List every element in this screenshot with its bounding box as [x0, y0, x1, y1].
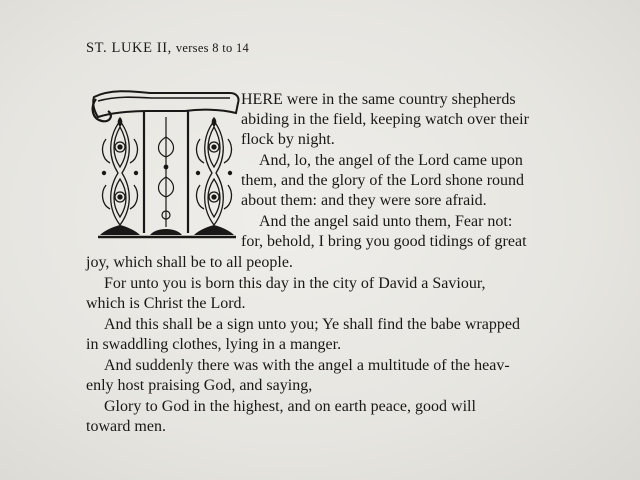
- chapter-title: ST. LUKE II,: [86, 40, 172, 56]
- text-line: abiding in the field, keeping watch over their: [241, 111, 529, 128]
- text-line: HERE were in the same country shepherds: [241, 91, 516, 108]
- left-floral-column: [103, 121, 138, 225]
- text-line: Glory to God in the highest, and on earth peace, good will: [104, 398, 476, 415]
- text-line: enly host praising God, and saying,: [86, 377, 313, 394]
- text-line: toward men.: [86, 418, 166, 435]
- text-line: And this shall be a sign unto you; Ye shall find the babe wrapped: [104, 316, 520, 333]
- ornamental-dropcap-t: [90, 87, 242, 245]
- text-line: about them: and they were sore afraid.: [241, 192, 487, 209]
- right-floral-column: [197, 121, 232, 225]
- text-line: for, behold, I bring you good tidings of great: [241, 233, 527, 250]
- text-line: which is Christ the Lord.: [86, 295, 246, 312]
- text-line: And, lo, the angel of the Lord came upon: [259, 152, 523, 169]
- text-line: And suddenly there was with the angel a multitude of the heav-: [104, 357, 510, 374]
- center-stem-ornament: [159, 117, 174, 227]
- text-line: in swaddling clothes, lying in a manger.: [86, 336, 342, 353]
- text-line: joy, which shall be to all people.: [86, 254, 293, 271]
- text-line: And the angel said unto them, Fear not:: [259, 213, 513, 230]
- chapter-verses: verses 8 to 14: [175, 41, 250, 55]
- text-line: them, and the glory of the Lord shone round: [241, 172, 525, 189]
- chapter-heading: [86, 40, 249, 57]
- text-line: flock by night.: [241, 131, 335, 148]
- text-line: For unto you is born this day in the city of David a Saviour,: [104, 275, 486, 292]
